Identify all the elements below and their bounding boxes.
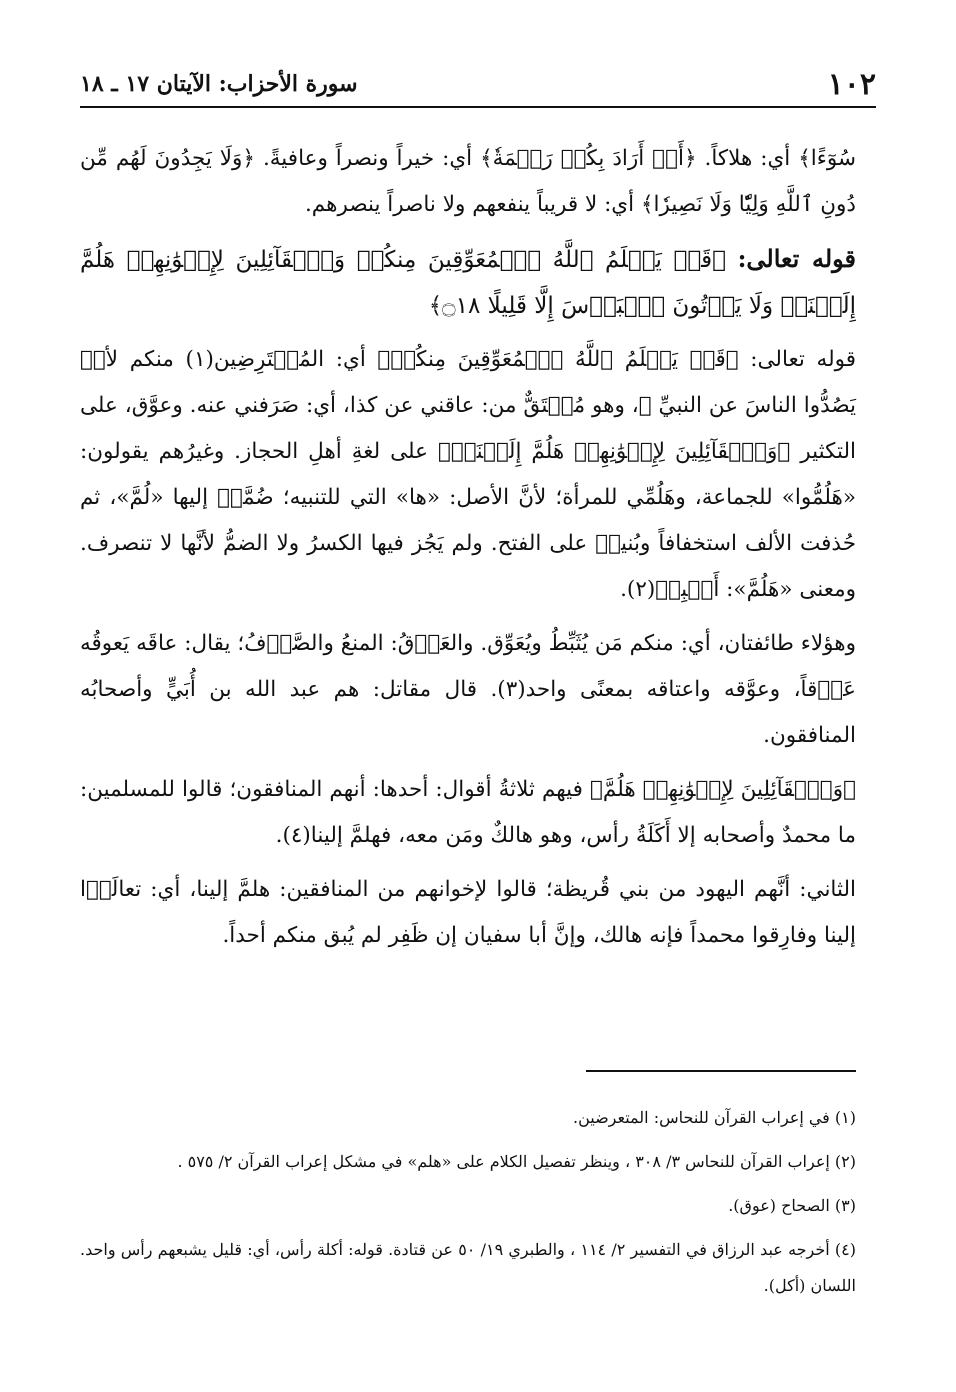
paragraph-6: الثاني: أنَّهم اليهود من بني قُريظة؛ قالوا لإخوانهم من المنافقين: هلمَّ إلينا، أي: تعالَوۡا إلينا وفارِقوا محمداً فإنه هالك، وإنَّ أبا سفيان إن ظَفِر لم يُبق منكم أحداً. [80, 877, 856, 948]
paragraph-3: قوله تعالى: ﴿قَدۡ يَعۡلَمُ ٱللَّهُ ٱلۡمُعَوِّقِينَ مِنكُمۡ﴾ أي: المُعۡتَرِضِين(١) منكم لأنۡ يَصُدُّوا الناسَ عن النبيِّ ﷺ، وهو مُشۡتَقٌّ من: عاقني عن كذا، أي: صَرَفني عنه. وعوَّق، على التكثير ﴿وَٱلۡقَآئِلِينَ لِإِخۡوَٰنِهِمۡ هَلُمَّ إِلَيۡنَاۖ﴾ على لغةِ أهلِ الحجاز. وغيرُهم يقولون: «هَلُمُّوا» للجماعة، وهَلُمِّي للمرأة؛ لأنَّ الأصل: «ها» التي للتنبيه؛ ضُمَّتۡ إليها «لُمَّ»، ثم حُذفت الألف استخفافاً وبُنيتۡ على الفتح. ولم يَجُز فيها الكسرُ ولا الضمُّ لأنَّها لا تنصرف. ومعنى «هَلُمَّ»: أَقۡبِلۡ(٢). [80, 347, 856, 602]
footnote-2: (٢) إعراب القرآن للنحاس ٣/ ٣٠٨ ، وينظر تفصيل الكلام على «هلم» في مشكل إعراب القرآن ٢/ ٥٧٥ . [177, 1152, 856, 1171]
footnotes [80, 1100, 856, 1312]
page-number: ١٠٢ [827, 66, 876, 102]
verse-heading-lead: قوله تعالى: [737, 244, 857, 273]
footnote-1: (١) في إعراب القرآن للنحاس: المتعرضين. [572, 1108, 856, 1127]
paragraph-5: ﴿وَٱلۡقَآئِلِينَ لِإِخۡوَٰنِهِمۡ هَلُمَّ﴾ فيهم ثلاثةُ أقوال: أحدها: أنهم المنافقون؛ قالوا للمسلمين: ما محمدٌ وأصحابه إلا أَكَلَةُ رأس، وهو هالكٌ ومَن معه، فهلمَّ إلينا(٤). [80, 777, 856, 848]
footnote-3: (٣) الصحاح (عوق). [728, 1196, 856, 1215]
footnote-separator [586, 1070, 856, 1072]
verse-heading-text: ﴿قَدۡ يَعۡلَمُ ٱللَّهُ ٱلۡمُعَوِّقِينَ مِنكُمۡ وَٱلۡقَآئِلِينَ لِإِخۡوَٰنِهِمۡ هَلُمَّ إِلَيۡنَاۖ وَلَا يَأۡتُونَ ٱلۡبَأۡسَ إِلَّا قَلِيلًا ۝١٨﴾ [80, 247, 856, 319]
running-title: سورة الأحزاب: الآيتان ١٧ ـ ١٨ [80, 71, 358, 97]
paragraph-4: وهؤلاء طائفتان، أي: منكم مَن يُثَبِّطُ ويُعَوِّق. والعَوۡقُ: المنعُ والصَّرۡفُ؛ يقال: عاقَه يَعوقُه عَوۡقاً، وعوَّقه واعتاقه بمعنًى واحد(٣). قال مقاتل: هم عبد الله بن أُبَيٍّ وأصحابُه المنافقون. [80, 631, 856, 748]
page-header [80, 62, 876, 108]
verse-heading [80, 236, 856, 329]
main-text [80, 136, 856, 967]
footnote-4: (٤) أخرجه عبد الرزاق في التفسير ٢/ ١١٤ ، والطبري ١٩/ ٥٠ عن قتادة. قوله: أكلة رأس، أي: قليل يشبعهم رأس واحد. اللسان (أكل). [80, 1240, 856, 1295]
paragraph-1: سُوٓءًا﴾ أي: هلاكاً. ﴿أَوۡ أَرَادَ بِكُمۡ رَحۡمَةٗ﴾ أي: خيراً ونصراً وعافيةً. ﴿وَلَا يَجِدُونَ لَهُم مِّن دُونِ ٱللَّهِ وَلِيّٗا وَلَا نَصِيرٗا﴾ أي: لا قريباً ينفعهم ولا ناصراً ينصرهم. [80, 146, 856, 217]
